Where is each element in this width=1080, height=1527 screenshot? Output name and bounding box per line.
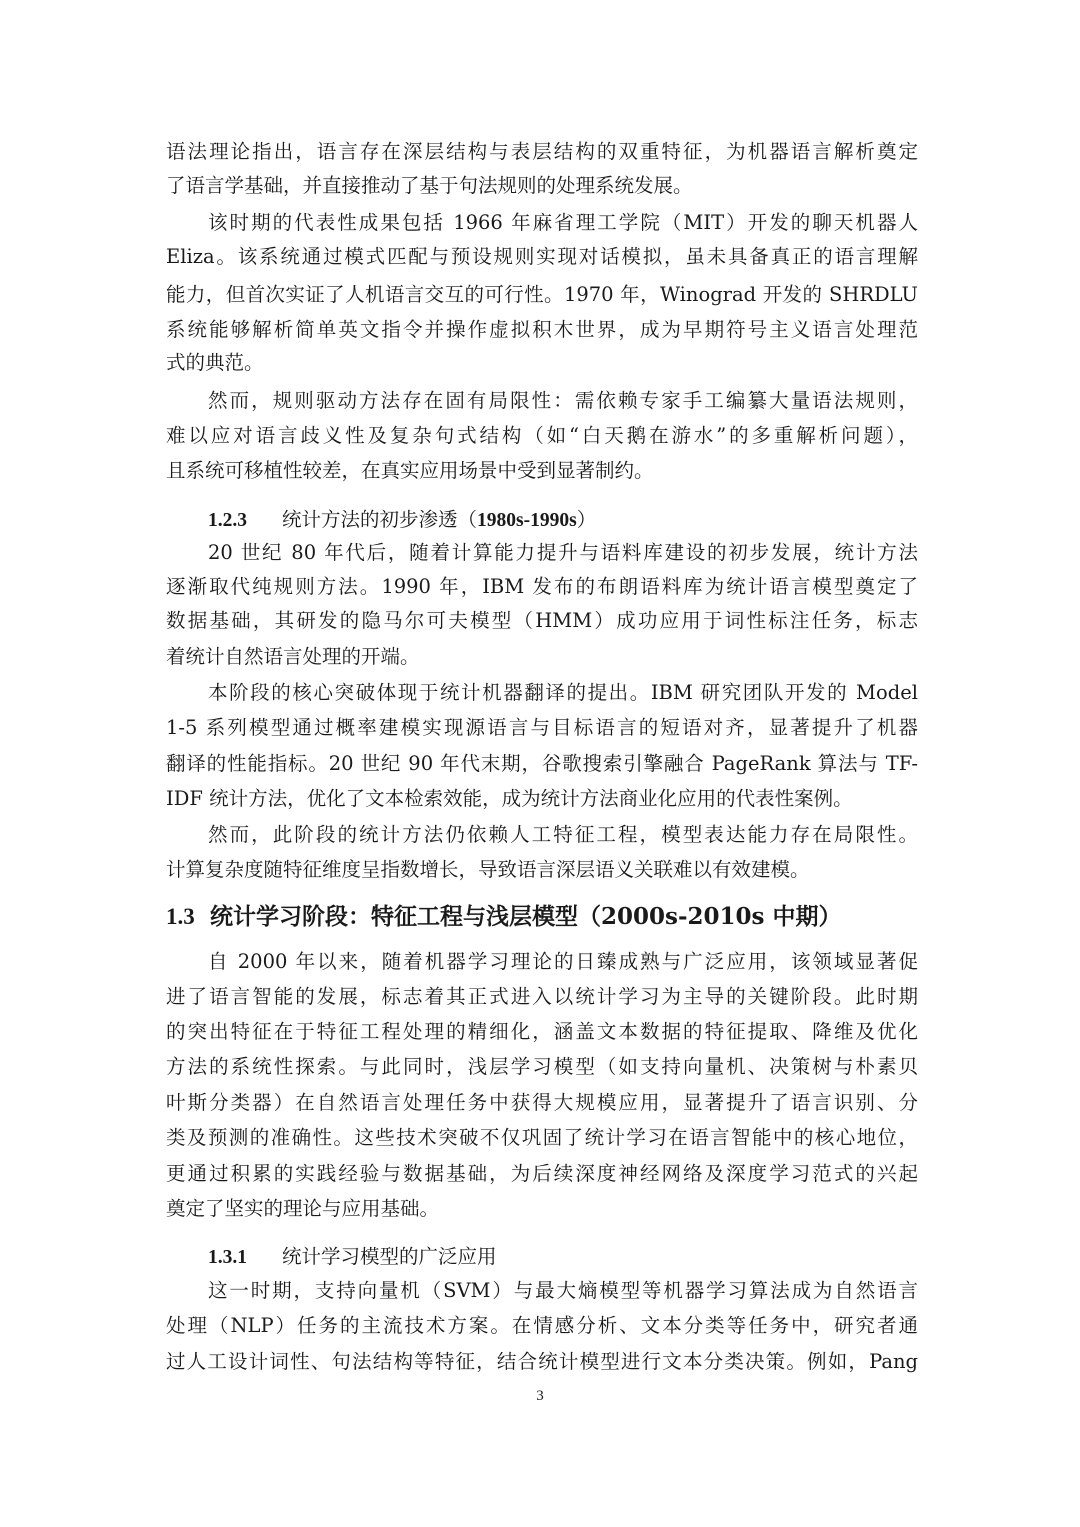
paragraph-line: 更通过积累的实践经验与数据基础，为后续深度神经网络及深度学习范式的兴起: [166, 1162, 918, 1185]
paragraph-line: 逐渐取代纯规则方法。1990 年，IBM 发布的布朗语料库为统计语言模型奠定了: [166, 575, 918, 598]
paragraph-line: 着统计自然语言处理的开端。: [166, 645, 420, 668]
section-title: 统计学习阶段：特征工程与浅层模型（2000s-2010s 中期）: [210, 903, 842, 930]
paragraph-line: 方法的系统性探索。与此同时，浅层学习模型（如支持向量机、决策树与朴素贝: [166, 1055, 918, 1078]
paragraph-line: 难以应对语言歧义性及复杂句式结构（如“白天鹅在游水”的多重解析问题），: [166, 424, 918, 447]
subsection-title: 统计学习模型的广泛应用: [282, 1245, 497, 1268]
paragraph-line: 处理（NLP）任务的主流技术方案。在情感分析、文本分类等任务中，研究者通: [166, 1314, 918, 1337]
subsection-number: 1.2.3: [208, 510, 247, 531]
section-number: 1.3: [166, 904, 195, 929]
paragraph-line: 了语言学基础，并直接推动了基于句法规则的处理系统发展。: [166, 174, 693, 197]
paragraph-line: 的突出特征在于特征工程处理的精细化，涵盖文本数据的特征提取、降维及优化: [166, 1020, 918, 1043]
paragraph-line: 自 2000 年以来，随着机器学习理论的日臻成熟与广泛应用，该领域显著促: [208, 950, 918, 973]
paragraph-line: 翻译的性能指标。20 世纪 90 年代末期，谷歌搜索引擎融合 PageRank 算法与 TF-: [166, 752, 918, 775]
paragraph-line: 计算复杂度随特征维度呈指数增长，导致语言深层语义关联难以有效建模。: [166, 858, 810, 881]
paragraph-line: IDF 统计方法，优化了文本检索效能，成为统计方法商业化应用的代表性案例。: [166, 787, 853, 810]
paragraph-line: 类及预测的准确性。这些技术突破不仅巩固了统计学习在语言智能中的核心地位，: [166, 1126, 918, 1149]
paragraph-line: 1-5 系列模型通过概率建模实现源语言与目标语言的短语对齐，显著提升了机器: [166, 716, 918, 739]
paragraph-line: 奠定了坚实的理论与应用基础。: [166, 1197, 440, 1220]
subsection-number: 1.3.1: [208, 1247, 247, 1268]
paragraph-line: 且系统可移植性较差，在真实应用场景中受到显著制约。: [166, 459, 654, 482]
subsection-title: 统计方法的初步渗透（1980s-1990s）: [282, 508, 597, 531]
paragraph-line: 能力，但首次实证了人机语言交互的可行性。1970 年，Winograd 开发的 SHRDLU: [166, 283, 918, 306]
section-heading-1-3: [166, 897, 841, 937]
paragraph-line: 进了语言智能的发展，标志着其正式进入以统计学习为主导的关键阶段。此时期: [166, 985, 918, 1008]
subsection-heading-1-2-3: [208, 503, 596, 537]
paragraph-line: 数据基础，其研发的隐马尔可夫模型（HMM）成功应用于词性标注任务，标志: [166, 609, 918, 632]
page-number: 3: [536, 1388, 544, 1404]
paragraph-line: 系统能够解析简单英文指令并操作虚拟积木世界，成为早期符号主义语言处理范: [166, 318, 918, 341]
paragraph-line: 本阶段的核心突破体现于统计机器翻译的提出。IBM 研究团队开发的 Model: [208, 681, 918, 704]
paragraph-line: 过人工设计词性、句法结构等特征，结合统计模型进行文本分类决策。例如，Pang: [166, 1350, 918, 1373]
subsection-heading-1-3-1: [208, 1240, 497, 1274]
paragraph-line: Eliza。该系统通过模式匹配与预设规则实现对话模拟，虽未具备真正的语言理解: [166, 245, 918, 268]
paragraph-line: 叶斯分类器）在自然语言处理任务中获得大规模应用，显著提升了语言识别、分: [166, 1091, 918, 1114]
paragraph-line: 20 世纪 80 年代后，随着计算能力提升与语料库建设的初步发展，统计方法: [208, 541, 918, 564]
paragraph-line: 该时期的代表性成果包括 1966 年麻省理工学院（MIT）开发的聊天机器人: [208, 211, 918, 234]
paragraph-line: 然而，此阶段的统计方法仍依赖人工特征工程，模型表达能力存在局限性。: [208, 823, 918, 846]
paragraph-line: 然而，规则驱动方法存在固有局限性：需依赖专家手工编纂大量语法规则，: [208, 389, 918, 412]
paragraph-line: 这一时期，支持向量机（SVM）与最大熵模型等机器学习算法成为自然语言: [208, 1279, 918, 1302]
paragraph-line: 式的典范。: [166, 351, 264, 374]
paragraph-line: 语法理论指出，语言存在深层结构与表层结构的双重特征，为机器语言解析奠定: [166, 140, 918, 163]
